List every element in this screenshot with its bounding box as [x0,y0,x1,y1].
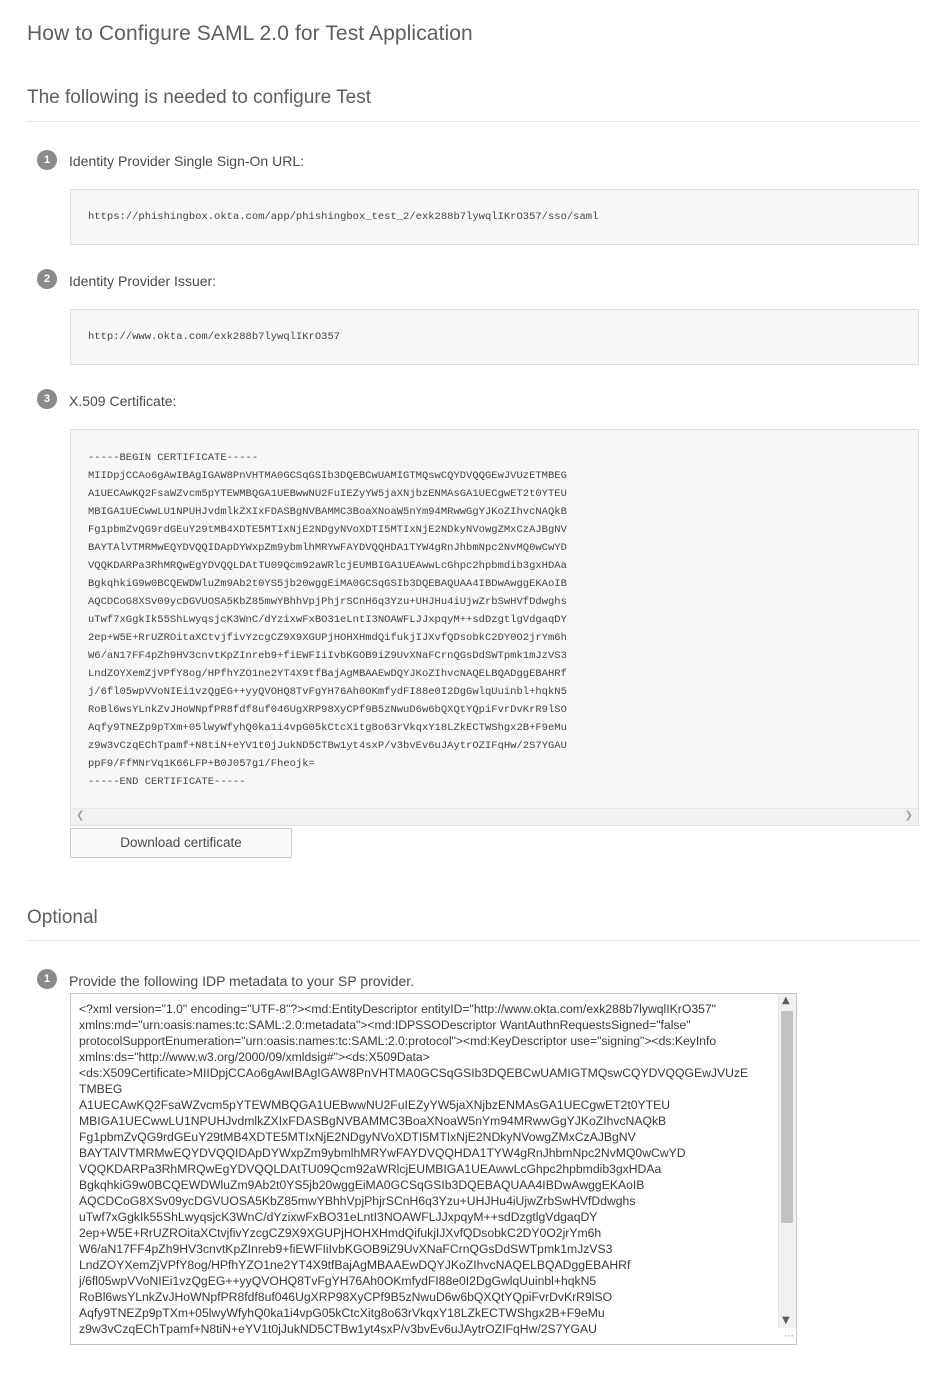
certificate-line: Fg1pbmZvQG9rdGEuY29tMB4XDTE5MTIxNjE2NDgyNVoXDTI5MTIxNjE2NDkyNVowgZMxCzAJBgNV [88,524,567,536]
certificate-box[interactable] [70,429,919,826]
metadata-line: xmlns:ds="http://www.w3.org/2000/09/xmldsig#"><ds:X509Data> [79,1050,430,1064]
scrollbar-thumb[interactable] [781,1011,793,1223]
chevron-right-icon[interactable]: ❯ [904,810,913,821]
certificate-line: A1UECAwKQ2FsaWZvcm5pYTEWMBQGA1UEBwwNU2FuIEZyYW5jaXNjbzENMAsGA1UECgwET2t0YTEU [88,488,567,500]
certificate-line: W6/aN17FF4pZh9HV3cnvtKpZInreb9+fiEWFIiIvbKGOB9iZ9UvXNaFCrnQGsDdSWTpmk1mJzVS3 [88,650,567,662]
certificate-line: VQQKDARPa3RhMRQwEgYDVQQLDAtTU09Qcm92aWRlcjEUMBIGA1UEAwwLcGhpc2hpbmdib3gxHDAa [88,560,567,572]
certificate-line: 2ep+W5E+RrUZROitaXCtvjfivYzcgCZ9X9XGUPjHOHXHmdQifukjIJXvfQDsobkC2DY0O2jrYm6h [88,632,567,644]
certificate-line: uTwf7xGgkIk55ShLwyqsjcK3WnC/dYzixwFxBO31eLntI3NOAWFLJJxpqyM++sdDzgtlgVdgaqDY [88,614,567,626]
resize-grip-icon[interactable]: ⋯ [784,1331,794,1342]
certificate-line: ppF9/FfMNrVq1K66LFP+B0J057g1/Fheojk= [88,758,315,770]
certificate-line: LndZOYXemZjVPfY8og/HPfhYZO1ne2YT4X9tfBajAgMBAAEwDQYJKoZIhvcNAQELBQADggEBAHRf [88,668,567,680]
certificate-label: X.509 Certificate: [69,393,177,409]
metadata-line: A1UECAwKQ2FsaWZvcm5pYTEWMBQGA1UEBwwNU2FuIEZyYW5jaXNjbzENMAsGA1UECgwET2t0YTEU [79,1098,670,1112]
step-number-badge: 3 [37,389,57,409]
certificate-line: -----BEGIN CERTIFICATE----- [88,452,259,464]
issuer-label: Identity Provider Issuer: [69,273,217,289]
certificate-line: BgkqhkiG9w0BCQEWDWluZm9Ab2t0YS5jb20wggEiMA0GCSqGSIb3DQEBAQUAA4IBDwAwggEKAoIB [88,578,567,590]
certificate-text[interactable] [88,449,567,791]
metadata-line: MBIGA1UECwwLU1NPUHJvdmlkZXIxFDASBgNVBAMMC3BoaXNoaW5nYm94MRwwGgYJKoZIhvcNAQkB [79,1114,667,1128]
metadata-line: VQQKDARPa3RhMRQwEgYDVQQLDAtTU09Qcm92aWRlcjEUMBIGA1UEAwwLcGhpc2hpbmdib3gxHDAa [79,1162,662,1176]
certificate-line: -----END CERTIFICATE----- [88,776,246,788]
certificate-line: MIIDpjCCAo6gAwIBAgIGAW8PnVHTMA0GCSqGSIb3DQEBCwUAMIGTMQswCQYDVQQGEwJVUzETMBEG [88,470,567,482]
optional-section-heading: Optional [27,907,98,928]
certificate-line: j/6fl05wpVVoNIEi1vzQgEG++yyQVOHQ8TvFgYH76Ah0OKmfydFI88e0I2DgGwlqUuinbl+hqkN5 [88,686,567,698]
idp-metadata-textarea[interactable] [70,993,797,1345]
metadata-line: Aqfy9TNEZp9pTXm+05lwyWfyhQ0ka1i4vpG05kCtcXitg8o63rVkqxY18LZkECTWShgx2B+F9eMu [79,1306,605,1320]
page-title: How to Configure SAML 2.0 for Test Application [27,22,473,45]
vertical-scrollbar[interactable] [778,994,796,1328]
step-number-badge: 2 [37,269,57,289]
sso-url-label: Identity Provider Single Sign-On URL: [69,153,304,169]
horizontal-scrollbar[interactable] [71,808,918,825]
certificate-line: z9w3vCzqEChTpamf+N8tiN+eYV1t0jJukND5CTBw1yt4sxP/v3bvEv6uJAytrOZIFqHw/2S7YGAU [88,740,567,752]
metadata-line: uTwf7xGgkIk55ShLwyqsjcK3WnC/dYzixwFxBO31eLntI3NOAWFLJJxpqyM++sdDzgtlgVdgaqDY [79,1210,598,1224]
step-number-badge: 1 [37,969,57,989]
metadata-line: W6/aN17FF4pZh9HV3cnvtKpZInreb9+fiEWFIiIvbKGOB9iZ9UvXNaFCrnQGsDdSWTpmk1mJzVS3 [79,1242,613,1256]
metadata-line: z9w3vCzqEChTpamf+N8tiN+eYV1t0jJukND5CTBw1yt4sxP/v3bvEv6uJAytrOZIFqHw/2S7YGAU [79,1322,597,1336]
metadata-line: Fg1pbmZvQG9rdGEuY29tMB4XDTE5MTIxNjE2NDgyNVoXDTI5MTIxNjE2NDkyNVowgZMxCzAJBgNV [79,1130,636,1144]
issuer-value[interactable]: http://www.okta.com/exk288b7lywqlIKrO357 [88,331,341,343]
chevron-up-icon[interactable]: ▲ [782,995,790,1006]
chevron-left-icon[interactable]: ❮ [76,810,85,821]
metadata-line: j/6fl05wpVVoNIEi1vzQgEG++yyQVOHQ8TvFgYH76Ah0OKmfydFI88e0I2DgGwlqUuinbl+hqkN5 [79,1274,597,1288]
download-certificate-button[interactable]: Download certificate [70,828,292,858]
certificate-line: AQCDCoG8XSv09ycDGVUOSA5KbZ85mwYBhhVpjPhjrSCnH6q3Yzu+UHJHu4iUjwZrbSwHVfDdwghs [88,596,567,608]
sso-url-value[interactable]: https://phishingbox.okta.com/app/phishingbox_test_2/exk288b7lywqlIKrO357/sso/saml [88,211,599,223]
idp-metadata-text[interactable] [79,1001,774,1337]
sso-url-box[interactable] [70,189,919,245]
config-section-heading: The following is needed to configure Test [27,87,371,108]
certificate-line: MBIGA1UECwwLU1NPUHJvdmlkZXIxFDASBgNVBAMMC3BoaXNoaW5nYm94MRwwGgYJKoZIhvcNAQkB [88,506,567,518]
metadata-line: xmlns:md="urn:oasis:names:tc:SAML:2.0:metadata"><md:IDPSSODescriptor WantAuthnRequestsSigned="false" [79,1018,691,1032]
step-number-badge: 1 [37,150,57,170]
metadata-line: 2ep+W5E+RrUZROitaXCtvjfivYzcgCZ9X9XGUPjHOHXHmdQifukjIJXvfQDsobkC2DY0O2jrYm6h [79,1226,602,1240]
metadata-line: TMBEG [79,1082,123,1096]
section-divider [27,121,919,122]
issuer-box[interactable] [70,309,919,365]
certificate-line: RoBl6wsYLnkZvJHoWNpfPR8fdf8uf046UgXRP98XyCPf9B5zNwuD6w6bQXQtYQpiFvrDvKrR9lSO [88,704,567,716]
metadata-line: AQCDCoG8XSv09ycDGVUOSA5KbZ85mwYBhhVpjPhjrSCnH6q3Yzu+UHJHu4iUjwZrbSwHVfDdwghs [79,1194,636,1208]
metadata-label: Provide the following IDP metadata to your SP provider. [69,973,415,989]
metadata-line: BAYTAlVTMRMwEQYDVQQIDApDYWxpZm9ybmlhMRYwFAYDVQQHDA1TYW4gRnJhbmNpc2NvMQ0wCwYD [79,1146,686,1160]
metadata-line: <ds:X509Certificate>MIIDpjCCAo6gAwIBAgIGAW8PnVHTMA0GCSqGSIb3DQEBCwUAMIGTMQswCQYDVQQGEwJVUzE [79,1066,749,1080]
certificate-line: BAYTAlVTMRMwEQYDVQQIDApDYWxpZm9ybmlhMRYwFAYDVQQHDA1TYW4gRnJhbmNpc2NvMQ0wCwYD [88,542,567,554]
metadata-line: <?xml version="1.0" encoding="UTF-8"?><md:EntityDescriptor entityID="http://www.okta.com/exk288b7lywqlIKrO357" [79,1002,716,1016]
metadata-line: RoBl6wsYLnkZvJHoWNpfPR8fdf8uf046UgXRP98XyCPf9B5zNwuD6w6bQXQtYQpiFvrDvKrR9lSO [79,1290,613,1304]
certificate-line: Aqfy9TNEZp9pTXm+05lwyWfyhQ0ka1i4vpG05kCtcXitg8o63rVkqxY18LZkECTWShgx2B+F9eMu [88,722,567,734]
metadata-line: protocolSupportEnumeration="urn:oasis:names:tc:SAML:2.0:protocol"><md:KeyDescriptor use="signing"><ds:KeyInfo [79,1034,717,1048]
chevron-down-icon[interactable]: ▼ [782,1315,790,1326]
metadata-line: BgkqhkiG9w0BCQEWDWluZm9Ab2t0YS5jb20wggEiMA0GCSqGSIb3DQEBAQUAA4IBDwAwggEKAoIB [79,1178,645,1192]
metadata-line: LndZOYXemZjVPfY8og/HPfhYZO1ne2YT4X9tfBajAgMBAAEwDQYJKoZIhvcNAQELBQADggEBAHRf [79,1258,631,1272]
section-divider [27,940,919,941]
